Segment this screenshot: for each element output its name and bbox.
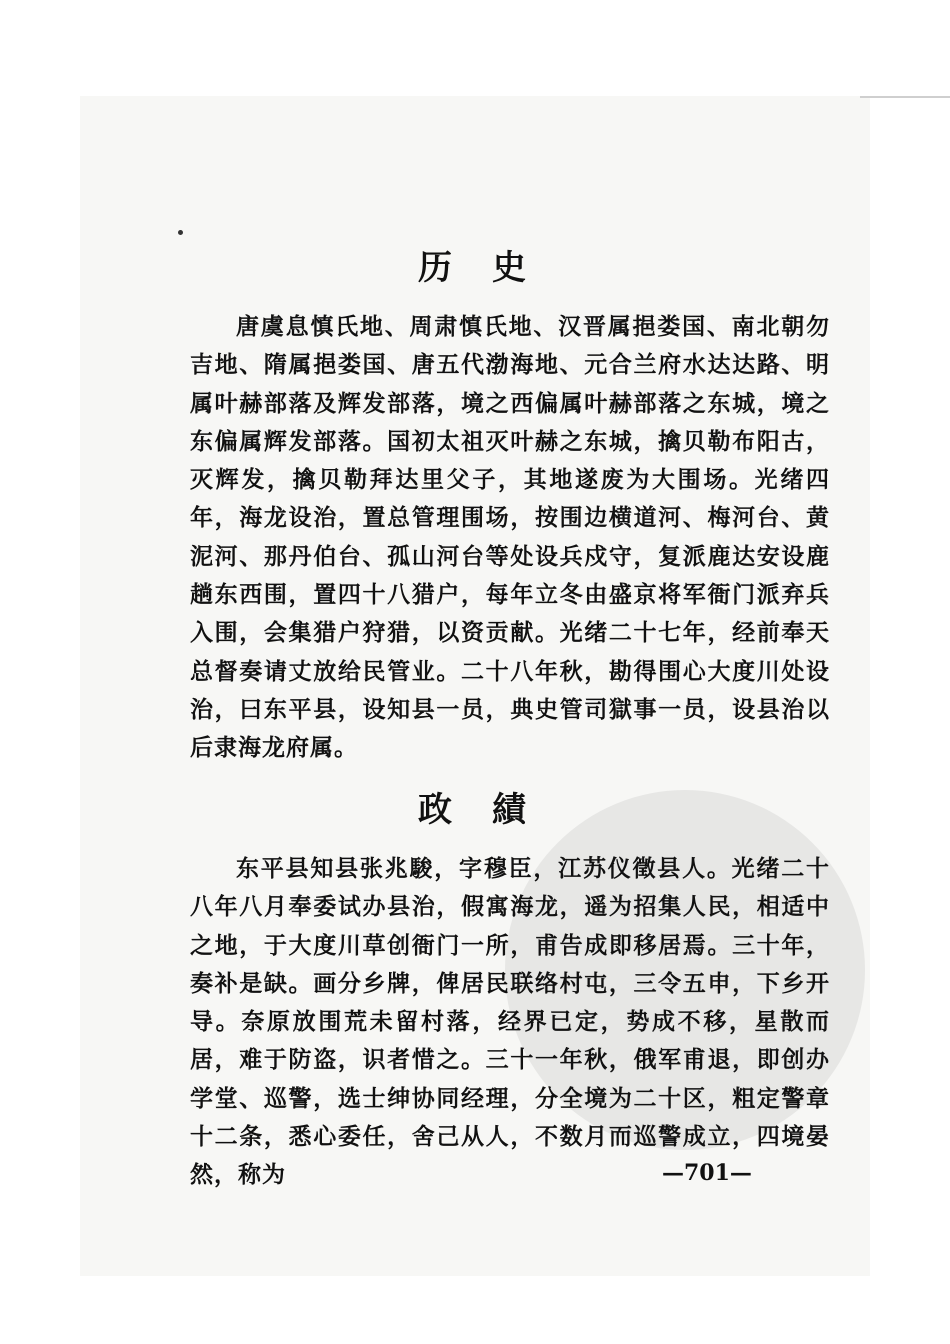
section-title-achievements: 政績: [418, 790, 566, 830]
achievements-paragraph: 东平县知县张兆駿，字穆臣，江苏仪徵县人。光绪二十八年八月奉委试办县治，假寓海龙，遥为招集人民，相适中之地，于大度川草创衙门一所，甫告成即移居焉。三十年，奏补是缺。画分乡牌，俾居民联络村屯，三令五申，下乡开导。奈原放围荒未留村落，经界已定，势成不移，星散而居，难于防盗，识者惜之。三十一年秋，俄军甫退，即创办学堂、巡警，选士绅协同经理，分全境为二十区，粗定警章十二条，悉心委任，舍己从人，不数月而巡警成立，四境晏然，称为: [190, 855, 830, 1189]
section-title-history: 历史: [418, 248, 566, 288]
history-paragraph: 唐虞息慎氏地、周肃慎氏地、汉晋属挹娄国、南北朝勿吉地、隋属挹娄国、唐五代渤海地、元合兰府水达达路、明属叶赫部落及辉发部落，境之西偏属叶赫部落之东城，境之东偏属辉发部落。国初太祖灭叶赫之东城，擒贝勒布阳古，灭辉发，擒贝勒拜达里父子，其地遂废为大围场。光绪四年，海龙设治，置总管理围场，按围边横道河、梅河台、黄泥河、那丹伯台、孤山河台等处设兵戍守，复派鹿达安设鹿趟东西围，置四十八猎户，每年立冬由盛京将军衙门派弃兵入围，会集猎户狩猎，以资贡献。光绪二十七年，经前奉天总督奏请丈放给民管业。二十八年秋，勘得围心大度川处设治，曰东平县，设知县一员，典史管司獄事一员，设县治以后隶海龙府属。: [190, 313, 830, 762]
page-number: —701—: [662, 1160, 752, 1186]
scan-speck: [178, 230, 183, 235]
scan-edge: [860, 96, 950, 98]
